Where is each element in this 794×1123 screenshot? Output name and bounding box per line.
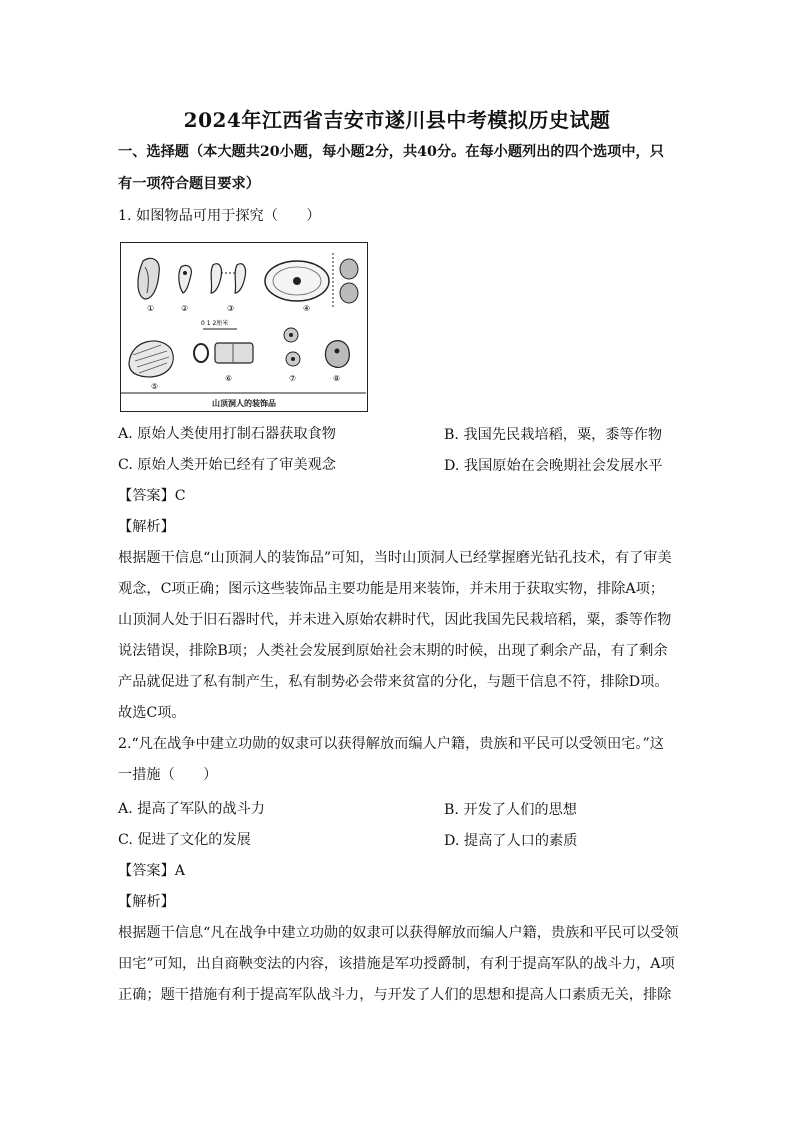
q1-answer: 【答案】C <box>118 488 186 504</box>
fig-label-7: ⑦ <box>289 374 297 383</box>
fig-scale: 0 1 2厘米 <box>201 320 229 327</box>
q1-option-a: A. 原始人类使用打制石器获取食物 <box>118 426 336 442</box>
section-header-line1: 一、选择题（本大题共20小题，每小题2分，共40分。在每小题列出的四个选项中，只 <box>118 144 664 160</box>
fig-label-1: ① <box>147 304 155 313</box>
q1-analysis-line: 故选C项。 <box>118 705 186 721</box>
ornaments-illustration <box>121 243 366 410</box>
ornaments-figure <box>120 242 368 412</box>
section-header-line2: 有一项符合题目要求） <box>118 176 260 192</box>
fig-label-2: ② <box>181 304 189 313</box>
q1-analysis-label: 【解析】 <box>118 519 175 535</box>
q2-analysis-label: 【解析】 <box>118 894 175 910</box>
q2-analysis-line: 正确；题干措施有利于提高军队战斗力，与开发了人们的思想和提高人口素质无关，排除 <box>118 987 672 1003</box>
fig-label-3: ③ <box>227 304 235 313</box>
fig-label-6: ⑥ <box>225 374 233 383</box>
figure-caption: 山顶洞人的装饰品 <box>212 399 276 408</box>
q1-analysis-line: 根据题干信息“山顶洞人的装饰品”可知，当时山顶洞人已经掌握磨光钻孔技术，有了审美 <box>118 550 672 566</box>
q1-option-c: C. 原始人类开始已经有了审美观念 <box>118 457 336 473</box>
q1-option-b: B. 我国先民栽培稻，粟，黍等作物 <box>444 427 663 443</box>
fig-label-8: ⑧ <box>333 374 341 383</box>
q2-option-b: B. 开发了人们的思想 <box>444 802 577 818</box>
q2-analysis-line: 田宅”可知，出自商鞅变法的内容，该措施是军功授爵制，有利于提高军队的战斗力，A项 <box>118 956 675 972</box>
page-title: 2024年江西省吉安市遂川县中考模拟历史试题 <box>183 108 611 132</box>
fig-label-4: ④ <box>303 304 311 313</box>
q1-analysis-line: 说法错误，排除B项；人类社会发展到原始社会末期的时候，出现了剩余产品，有了剩余 <box>118 643 668 659</box>
q1-analysis-line: 山顶洞人处于旧石器时代，并未进入原始农耕时代，因此我国先民栽培稻，粟，黍等作物 <box>118 612 672 628</box>
q2-option-d: D. 提高了人口的素质 <box>444 833 578 849</box>
q2-option-a: A. 提高了军队的战斗力 <box>118 801 265 817</box>
fig-label-5: ⑤ <box>151 382 159 391</box>
q1-option-d: D. 我国原始在会晚期社会发展水平 <box>444 458 663 474</box>
q1-analysis-line: 产品就促进了私有制产生，私有制势必会带来贫富的分化，与题干信息不符，排除D项。 <box>118 674 669 690</box>
q2-option-c: C. 促进了文化的发展 <box>118 832 251 848</box>
question-1-stem: 1. 如图物品可用于探究（ ） <box>118 208 321 224</box>
question-2-stem: 2.“凡在战争中建立功勋的奴隶可以获得解放而编人户籍，贵族和平民可以受领田宅。”这 <box>118 736 664 752</box>
q2-answer: 【答案】A <box>118 863 185 879</box>
q1-analysis-line: 观念，C项正确；图示这些装饰品主要功能是用来装饰，并未用于获取实物，排除A项； <box>118 581 665 597</box>
question-2-stem-cont: 一措施（ ） <box>118 767 218 783</box>
q2-analysis-line: 根据题干信息“凡在战争中建立功勋的奴隶可以获得解放而编人户籍，贵族和平民可以受领 <box>118 925 679 941</box>
